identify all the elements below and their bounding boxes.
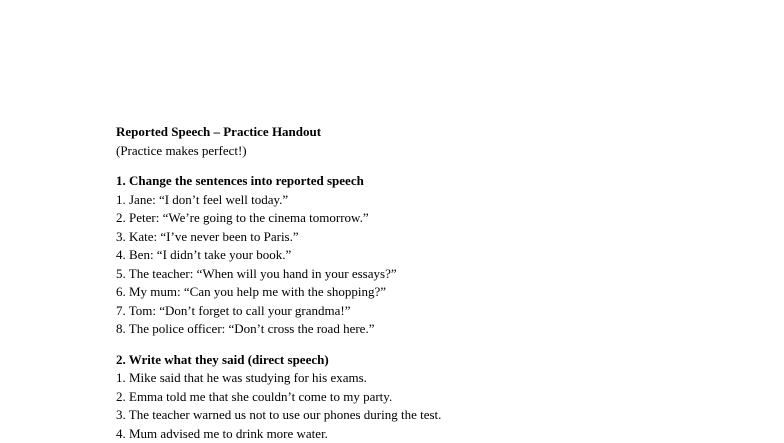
- exercise-item: 3. The teacher warned us not to use our phones during the test.: [116, 406, 756, 425]
- exercise-item: 8. The police officer: “Don’t cross the road here.”: [116, 320, 756, 339]
- section-heading: 1. Change the sentences into reported speech: [116, 172, 756, 191]
- exercise-item: 1. Mike said that he was studying for his exams.: [116, 369, 756, 388]
- exercise-item: 1. Jane: “I don’t feel well today.”: [116, 191, 756, 210]
- exercise-item: 4. Ben: “I didn’t take your book.”: [116, 246, 756, 265]
- section-reported-speech: [116, 172, 756, 339]
- document-subtitle: (Practice makes perfect!): [116, 142, 756, 161]
- spacer: [116, 160, 756, 172]
- section-direct-speech: [116, 351, 756, 443]
- handout-page: [116, 123, 756, 443]
- exercise-item: 6. My mum: “Can you help me with the shopping?”: [116, 283, 756, 302]
- exercise-item: 7. Tom: “Don’t forget to call your grandma!”: [116, 302, 756, 321]
- exercise-item: 4. Mum advised me to drink more water.: [116, 425, 756, 443]
- section-heading: 2. Write what they said (direct speech): [116, 351, 756, 370]
- document-title: Reported Speech – Practice Handout: [116, 123, 756, 142]
- exercise-item: 2. Emma told me that she couldn’t come to my party.: [116, 388, 756, 407]
- spacer: [116, 339, 756, 351]
- exercise-item: 2. Peter: “We’re going to the cinema tomorrow.”: [116, 209, 756, 228]
- exercise-item: 3. Kate: “I’ve never been to Paris.”: [116, 228, 756, 247]
- exercise-item: 5. The teacher: “When will you hand in your essays?”: [116, 265, 756, 284]
